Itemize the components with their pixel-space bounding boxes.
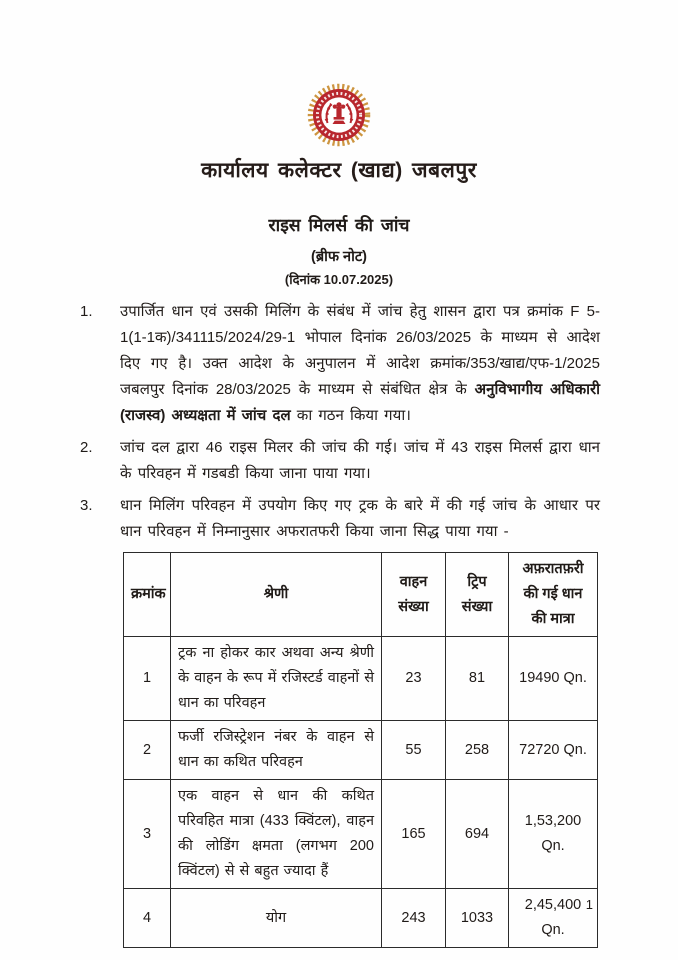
- page-number: 1: [585, 897, 593, 912]
- paragraph-text: का गठन किया गया।: [290, 407, 411, 424]
- madhya-pradesh-emblem-icon: [304, 83, 374, 149]
- cell-paddy-quantity: 1,53,200 Qn.: [509, 780, 598, 889]
- table-row: [124, 780, 598, 889]
- paragraph-text: उपार्जित धान एवं उसकी मिलिंग के संबंध में जांच हेतु शासन द्वारा पत्र क्रमांक F 5-1(1-1क)/341115/2024/29-1 भोपाल दिनांक 26/03/2025 के माध्यम से आदेश दिए गए है। उक्त आदेश के अनुपालन में आदेश क्रमांक/353/खाद्य/एफ-1/2025 जबलपुर दिनांक 28/03/2025 के माध्यम से संबंधित क्षेत्र के: [120, 303, 600, 398]
- list-item-text: [120, 493, 600, 545]
- table-header-row: [124, 553, 598, 637]
- header-trip-count: ट्रिप संख्या: [446, 553, 509, 637]
- paragraph-text: जांच दल द्वारा 46 राइस मिलर की जांच की गई। जांच में 43 राइस मिलर्स द्वारा धान के परिवहन में गडबडी किया जाना पाया गया।: [120, 439, 600, 482]
- header-vehicle-count: वाहन संख्या: [382, 553, 446, 637]
- cell-category-total: योग: [171, 889, 382, 948]
- cell-trip-count: 1033: [446, 889, 509, 948]
- cell-category: फर्जी रजिस्ट्रेशन नंबर के वाहन से धान का कथित परिवहन: [171, 721, 382, 780]
- table-row: [124, 721, 598, 780]
- cell-serial: 4: [124, 889, 171, 948]
- cell-trip-count: 258: [446, 721, 509, 780]
- cell-category: एक वाहन से धान की कथित परिवहित मात्रा (433 क्विंटल), वाहन की लोडिंग क्षमता (लगभग 200 क्विंटल) से से बहुत ज्यादा हैं: [171, 780, 382, 889]
- list-item-text: [120, 435, 600, 487]
- cell-category: ट्रक ना होकर कार अथवा अन्य श्रेणी के वाहन के रूप में रजिस्टर्ड वाहनों से धान का परिवहन: [171, 637, 382, 721]
- office-title: कार्यालय कलेक्टर (खाद्य) जबलपुर: [201, 159, 477, 182]
- document-date: (दिनांक 10.07.2025): [284, 272, 394, 287]
- document-subtitle: (ब्रीफ नोट): [310, 249, 367, 265]
- cell-vehicle-count: 55: [382, 721, 446, 780]
- document-title: राइस मिलर्स की जांच: [268, 215, 410, 235]
- cell-paddy-quantity: 2,45,400 Qn.: [509, 889, 598, 948]
- cell-vehicle-count: 165: [382, 780, 446, 889]
- list-item-number: 1.: [80, 303, 93, 320]
- list-item: [80, 493, 600, 545]
- paragraph-bold-text: अनुविभागीय अधिकारी (राजस्व) अध्यक्षता में जांच दल: [120, 381, 600, 424]
- cell-vehicle-count: 243: [382, 889, 446, 948]
- header-category: श्रेणी: [171, 553, 382, 637]
- cell-paddy-quantity: 72720 Qn.: [509, 721, 598, 780]
- cell-serial: 2: [124, 721, 171, 780]
- cell-paddy-quantity: 19490 Qn.: [509, 637, 598, 721]
- document-body: [0, 288, 678, 948]
- list-item-number: 2.: [80, 439, 93, 456]
- table-total-row: [124, 889, 598, 948]
- header-paddy-quantity: अफ़रातफ़री की गई धान की मात्रा: [509, 553, 598, 637]
- letterhead: [0, 0, 678, 288]
- table-row: [124, 637, 598, 721]
- list-item-number: 3.: [80, 497, 93, 514]
- header-serial: क्रमांक: [124, 553, 171, 637]
- cell-trip-count: 694: [446, 780, 509, 889]
- inspection-summary-table: [123, 552, 598, 948]
- list-item: [80, 435, 600, 487]
- list-item: [80, 299, 600, 429]
- cell-serial: 3: [124, 780, 171, 889]
- cell-vehicle-count: 23: [382, 637, 446, 721]
- cell-trip-count: 81: [446, 637, 509, 721]
- paragraph-text: धान मिलिंग परिवहन में उपयोग किए गए ट्रक के बारे में की गई जांच के आधार पर धान परिवहन में निम्नानुसार अफरातफरी किया जाना सिद्ध पाया गया -: [120, 497, 600, 540]
- cell-serial: 1: [124, 637, 171, 721]
- list-item-text: [120, 299, 600, 429]
